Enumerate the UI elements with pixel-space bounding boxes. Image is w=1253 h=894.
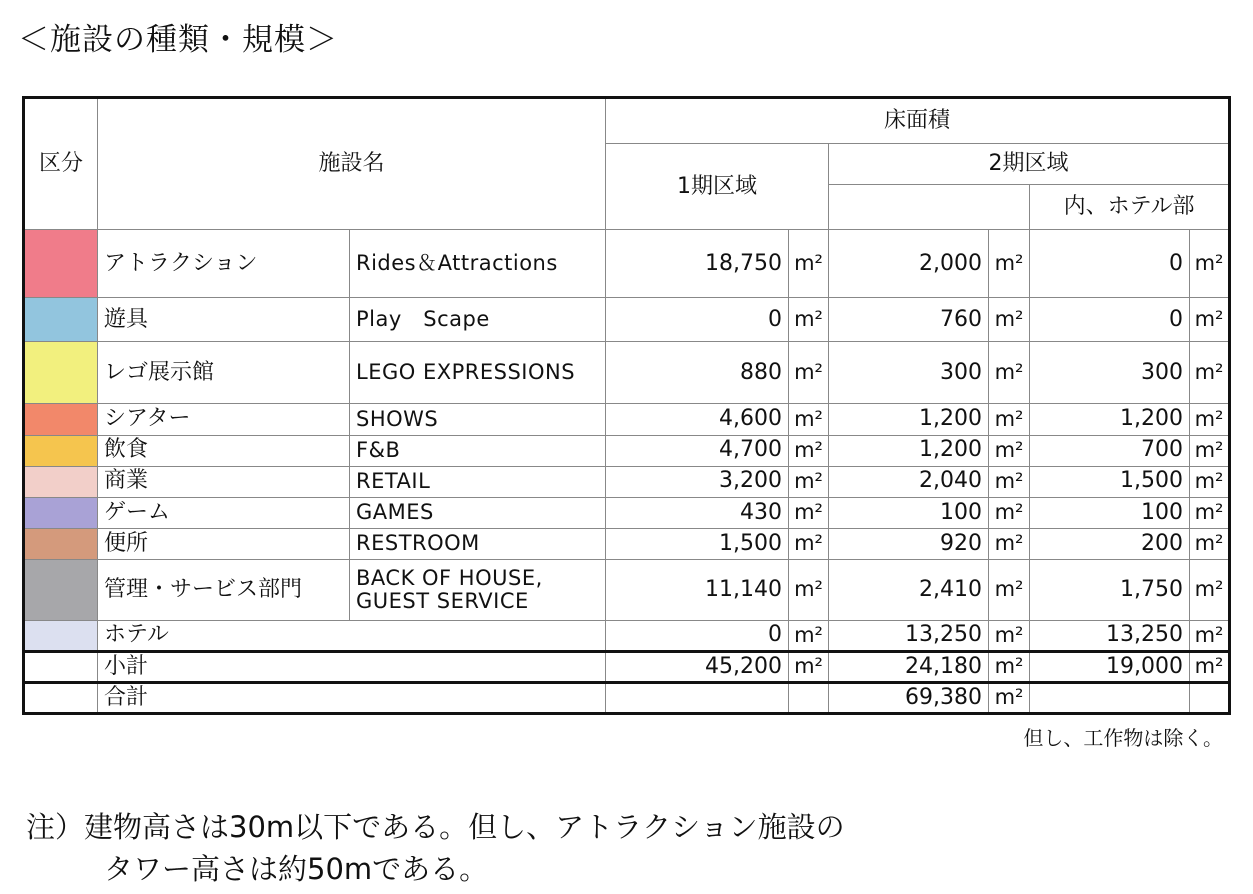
category-color-swatch	[24, 497, 98, 528]
empty-cell	[1190, 682, 1230, 713]
area-unit: m²	[1190, 230, 1230, 298]
phase2-area: 1,200	[829, 404, 989, 435]
area-unit: m²	[789, 404, 829, 435]
facility-name-jp: 管理・サービス部門	[98, 559, 350, 620]
category-color-swatch	[24, 466, 98, 497]
header-facility-name: 施設名	[98, 98, 606, 230]
facility-name-jp: アトラクション	[98, 230, 350, 298]
footnote	[26, 806, 845, 890]
header-floor-area: 床面積	[606, 98, 1230, 144]
hotel-area: 1,200	[1030, 404, 1190, 435]
exclusion-note: 但し、工作物は除く。	[1023, 726, 1223, 750]
phase2-subtotal: 24,180	[829, 651, 989, 682]
facility-name-en: RESTROOM	[350, 528, 606, 559]
hotel-area: 0	[1030, 298, 1190, 342]
facility-name-jp: ホテル	[98, 620, 606, 651]
facility-table	[22, 96, 1231, 715]
empty-cell	[606, 682, 789, 713]
phase2-area: 760	[829, 298, 989, 342]
subtotal-label: 小計	[98, 651, 606, 682]
table-row	[24, 230, 1230, 298]
category-color-swatch	[24, 298, 98, 342]
phase1-area: 3,200	[606, 466, 789, 497]
facility-name-jp: レゴ展示館	[98, 342, 350, 404]
facility-name-jp: 便所	[98, 528, 350, 559]
area-unit: m²	[989, 466, 1030, 497]
header-phase1: 1期区域	[606, 144, 829, 230]
phase1-area: 0	[606, 298, 789, 342]
hotel-area: 100	[1030, 497, 1190, 528]
category-color-swatch	[24, 230, 98, 298]
phase1-subtotal: 45,200	[606, 651, 789, 682]
table-row-total	[24, 682, 1230, 713]
phase2-area: 13,250	[829, 620, 989, 651]
table-row-hotel	[24, 620, 1230, 651]
empty-cell	[24, 651, 98, 682]
category-color-swatch	[24, 404, 98, 435]
table-row	[24, 342, 1230, 404]
area-unit: m²	[1190, 404, 1230, 435]
hotel-area: 1,750	[1030, 559, 1190, 620]
table-row	[24, 466, 1230, 497]
phase1-area: 880	[606, 342, 789, 404]
category-color-swatch	[24, 342, 98, 404]
header-hotel-part: 内、ホテル部	[1030, 185, 1230, 230]
hotel-area: 0	[1030, 230, 1190, 298]
header-phase2: 2期区域	[829, 144, 1230, 185]
facility-name-en: LEGO EXPRESSIONS	[350, 342, 606, 404]
area-unit: m²	[789, 435, 829, 466]
area-unit: m²	[989, 620, 1030, 651]
category-color-swatch	[24, 559, 98, 620]
phase1-area: 18,750	[606, 230, 789, 298]
facility-name-jp: ゲーム	[98, 497, 350, 528]
area-unit: m²	[989, 298, 1030, 342]
page-title: ＜施設の種類・規模＞	[18, 22, 338, 58]
phase2-area: 100	[829, 497, 989, 528]
table-row	[24, 528, 1230, 559]
hotel-area: 700	[1030, 435, 1190, 466]
area-unit: m²	[1190, 342, 1230, 404]
category-color-swatch	[24, 528, 98, 559]
area-unit: m²	[789, 230, 829, 298]
area-unit: m²	[989, 528, 1030, 559]
hotel-area: 13,250	[1030, 620, 1190, 651]
area-unit: m²	[1190, 497, 1230, 528]
phase2-area: 920	[829, 528, 989, 559]
empty-cell	[789, 682, 829, 713]
area-unit: m²	[789, 528, 829, 559]
facility-name-en: Rides＆Attractions	[350, 230, 606, 298]
phase1-area: 4,700	[606, 435, 789, 466]
area-unit: m²	[989, 435, 1030, 466]
table-row-subtotal	[24, 651, 1230, 682]
footnote-line-2: タワー高さは約50mである。	[104, 852, 489, 886]
area-unit: m²	[1190, 651, 1230, 682]
table-row	[24, 497, 1230, 528]
phase2-area: 1,200	[829, 435, 989, 466]
area-unit: m²	[989, 342, 1030, 404]
facility-name-en: SHOWS	[350, 404, 606, 435]
area-unit: m²	[789, 298, 829, 342]
phase1-area: 0	[606, 620, 789, 651]
footnote-line-1: 注）建物高さは30m以下である。但し、アトラクション施設の	[26, 810, 845, 844]
facility-name-en: BACK OF HOUSE, GUEST SERVICE	[350, 559, 606, 620]
area-unit: m²	[1190, 298, 1230, 342]
table-row	[24, 435, 1230, 466]
hotel-area: 200	[1030, 528, 1190, 559]
area-unit: m²	[789, 559, 829, 620]
area-unit: m²	[989, 497, 1030, 528]
table-row	[24, 298, 1230, 342]
area-unit: m²	[789, 651, 829, 682]
empty-cell	[24, 682, 98, 713]
area-unit: m²	[789, 466, 829, 497]
facility-name-en: GAMES	[350, 497, 606, 528]
phase2-area: 2,040	[829, 466, 989, 497]
area-unit: m²	[989, 651, 1030, 682]
phase1-area: 430	[606, 497, 789, 528]
area-unit: m²	[1190, 528, 1230, 559]
facility-name-jp: シアター	[98, 404, 350, 435]
area-unit: m²	[989, 682, 1030, 713]
area-unit: m²	[989, 559, 1030, 620]
area-unit: m²	[789, 342, 829, 404]
area-unit: m²	[989, 404, 1030, 435]
category-color-swatch	[24, 620, 98, 651]
phase1-area: 11,140	[606, 559, 789, 620]
phase1-area: 1,500	[606, 528, 789, 559]
area-unit: m²	[989, 230, 1030, 298]
area-unit: m²	[1190, 435, 1230, 466]
header-category: 区分	[24, 98, 98, 230]
hotel-area: 300	[1030, 342, 1190, 404]
category-color-swatch	[24, 435, 98, 466]
hotel-area: 1,500	[1030, 466, 1190, 497]
total-label: 合計	[98, 682, 606, 713]
empty-cell	[1030, 682, 1190, 713]
phase2-area: 2,410	[829, 559, 989, 620]
phase2-area: 2,000	[829, 230, 989, 298]
area-unit: m²	[1190, 620, 1230, 651]
phase2-area: 300	[829, 342, 989, 404]
grand-total: 69,380	[829, 682, 989, 713]
table-row	[24, 404, 1230, 435]
area-unit: m²	[789, 620, 829, 651]
facility-name-en: F&B	[350, 435, 606, 466]
facility-name-jp: 飲食	[98, 435, 350, 466]
facility-name-en: Play Scape	[350, 298, 606, 342]
header-phase2-spacer	[829, 185, 1030, 230]
table-row	[24, 559, 1230, 620]
area-unit: m²	[1190, 559, 1230, 620]
area-unit: m²	[1190, 466, 1230, 497]
facility-name-en: RETAIL	[350, 466, 606, 497]
facility-name-jp: 商業	[98, 466, 350, 497]
facility-name-jp: 遊具	[98, 298, 350, 342]
area-unit: m²	[789, 497, 829, 528]
hotel-subtotal: 19,000	[1030, 651, 1190, 682]
phase1-area: 4,600	[606, 404, 789, 435]
